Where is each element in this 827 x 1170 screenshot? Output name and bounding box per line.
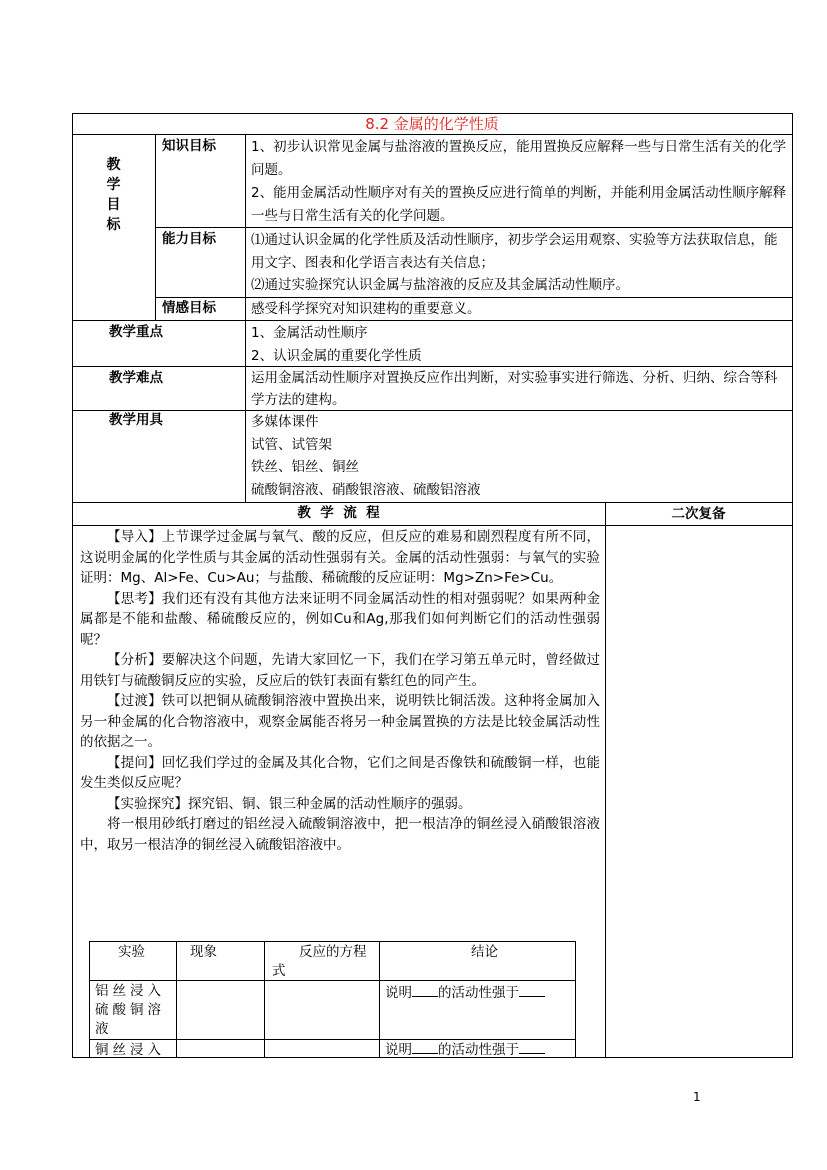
objectives-bottom [72,320,792,321]
keypoints-label: 教学重点 [109,324,163,340]
tool-4: 硫酸铜溶液、硝酸银溶液、硫酸铝溶液 [251,481,481,498]
exp-row2-blank-1[interactable] [412,1041,438,1054]
process-header-bottom [72,525,792,526]
process-content [80,527,600,855]
exp-row1-conclusion-a: 说明 [385,985,412,1001]
knowledge-item-1: 1、初步认识常见金属与盐溶液的置换反应，能用置换反应解释一些与日常生活有关的化学问题。 [251,139,787,178]
para-question: 【提问】回忆我们学过的金属及其化合物，它们之间是否像铁和硫酸铜一样，也能发生类似反应呢？ [80,754,600,791]
page-title: 8.2 金属的化学性质 [365,115,499,133]
exp-row1-blank-1[interactable] [412,984,438,997]
exp-header-equation: 反应的方程式 [272,944,367,979]
exp-col1 [176,941,177,1057]
border-left [72,113,73,1058]
tool-1: 多媒体课件 [251,414,319,430]
knowledge-item-2: 2、能用金属活动性顺序对有关的置换反应进行简单的判断，并能利用金属活动性顺序解释一些与日常生活有关的化学问题。 [251,185,787,224]
exp-header-experiment: 实验 [118,944,145,960]
exp-row1-conclusion-b: 的活动性强于 [438,985,519,1001]
para-procedure: 将一根用砂纸打磨过的铝丝浸入硫酸铜溶液中，把一根洁净的铜丝浸入硝酸银溶液中，取另一根洁净的铜丝浸入硫酸铝溶液中。 [80,816,600,853]
objectives-label [72,155,155,235]
keypoints-items [251,322,422,367]
para-intro: 【导入】上节课学过金属与氧气、酸的反应，但反应的难易和剧烈程度有所不同，这说明金属的化学性质与其金属的活动性强弱有关。金属的活动性强弱：与氧气的实验证明：Mg、Al>Fe、Cu>Au；与盐酸、稀硫酸的反应证明：Mg>Zn>Fe>Cu。 [80,529,600,586]
exp-row1-conclusion [385,982,545,1004]
exp-top [89,941,576,942]
emotion-text: 感受科学探究对知识建构的重要意义。 [251,301,481,317]
keypoint-1: 1、金属活动性顺序 [251,325,368,341]
label-divider [245,134,246,502]
para-analysis: 【分析】要解决这个问题，先请大家回忆一下，我们在学习第五单元时，曾经做过用铁钉与硫酸铜反应的实验，反应后的铁钉表面有紫红色的同产生。 [80,652,600,689]
tool-2: 试管、试管架 [251,436,332,453]
objectives-divider [155,134,156,321]
knowledge-label: 知识目标 [162,138,216,154]
tools-label: 教学用具 [109,412,163,428]
tools-items [251,411,481,501]
exp-header-phenomenon: 现象 [190,944,217,960]
process-divider [605,502,606,1058]
ability-items [251,229,787,297]
process-header: 教 学 流 程 [297,505,380,521]
para-explore: 【实验探究】探究铝、铜、银三种金属的活动性顺序的强弱。 [107,795,472,812]
difficulties-label: 教学难点 [109,370,163,386]
para-transition: 【过渡】铁可以把铜从硫酸铜溶液中置换出来，说明铁比铜活泼。这种将金属加入另一种金属的化合物溶液中，观察金属能否将另一种金属置换的方法是比较金属活动性的依据之一。 [80,693,600,750]
ability-item-1: ⑴通过认识金属的化学性质及活动性顺序，初步学会运用观察、实验等方法获取信息，能用文字、图表和化学语言表达有关信息； [251,232,778,271]
exp-col2 [264,941,265,1057]
ability-item-2: ⑵通过实验探究认识金属与盐溶液的反应及其金属活动性顺序。 [251,277,629,293]
ability-label: 能力目标 [162,231,216,247]
objectives-label-text: 教学目标 [106,157,121,233]
exp-row2-conclusion-a: 说明 [385,1042,412,1058]
tool-3: 铁丝、铝丝、铜丝 [251,459,359,475]
exp-row1-experiment: 铝丝浸入硫酸铜溶液 [95,983,165,1037]
review-header: 二次复备 [671,506,726,522]
exp-right [575,941,576,1057]
knowledge-items [251,136,787,228]
exp-row1-blank-2[interactable] [519,984,545,997]
keypoint-2: 2、认识金属的重要化学性质 [251,347,422,364]
exp-row2-conclusion-b: 的活动性强于 [438,1042,519,1058]
exp-row2-conclusion [385,1039,545,1061]
page-number: 1 [693,1090,701,1104]
exp-col3 [379,941,380,1057]
exp-header-conclusion: 结论 [471,944,498,960]
difficulties-text: 运用金属活动性顺序对置换反应作出判断，对实验事实进行筛选、分析、归纳、综合等科学方法的建构。 [251,370,778,408]
para-think: 【思考】我们还有没有其他方法来证明不同金属活动性的相对强弱呢？如果两种金属都是不能和盐酸、稀硫酸反应的，例如Cu和Ag,那我们如何判断它们的活动性强弱呢？ [80,590,600,648]
exp-row2-experiment: 铜丝浸入 [95,1042,165,1058]
exp-left [89,941,90,1057]
exp-row2-blank-2[interactable] [519,1041,545,1054]
border-right [792,113,793,1058]
emotion-label: 情感目标 [162,300,216,316]
